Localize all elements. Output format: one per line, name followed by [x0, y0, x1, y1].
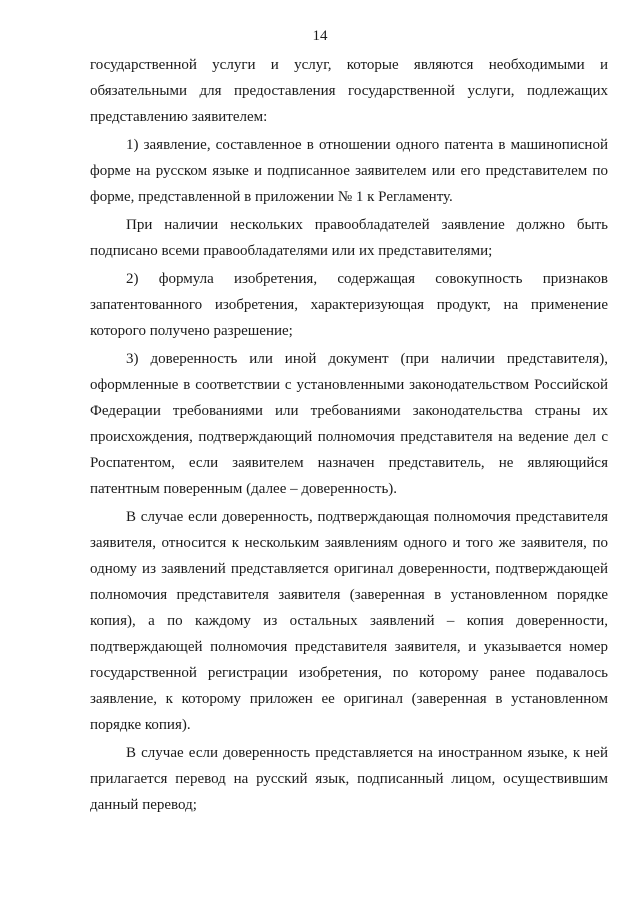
- document-body: [90, 52, 608, 820]
- paragraph-item-1-application: 1) заявление, составленное в отношении одного патента в машинописной форме на русском языке и подписанное заявителем или его представителем по форме, представленной в приложении № 1 к Регламенту.: [90, 137, 608, 205]
- paragraph-item-3-power-of-attorney: 3) доверенность или иной документ (при наличии представителя), оформленные в соответствии с установленными законодательством Российской Федерации требованиями или требованиями законодательства страны их происхождения, подтверждающий полномочия представителя на ведение дел с Роспатентом, если заявителем назначен представитель, не являющийся патентным поверенным (далее – доверенность).: [90, 351, 608, 497]
- paragraph-continuation: государственной услуги и услуг, которые являются необходимыми и обязательными для предоставления государственной услуги, подлежащих представлению заявителем:: [90, 57, 608, 125]
- paragraph-item-2-formula: 2) формула изобретения, содержащая совокупность признаков запатентованного изобретения, характеризующая продукт, на применение которого получено разрешение;: [90, 271, 608, 339]
- page-number: 14: [312, 28, 328, 44]
- paragraph-several-applications: В случае если доверенность, подтверждающая полномочия представителя заявителя, относится к нескольким заявлениям одного и того же заявителя, по одному из заявлений представляется оригинал доверенности, подтверждающей полномочия представителя заявителя (заверенная в установленном порядке копия), а по каждому из остальных заявлений – копия доверенности, подтверждающей полномочия представителя заявителя, и указывается номер государственной регистрации изобретения, по которому ранее подавалось заявление, к которому приложен ее оригинал (заверенная в установленном порядке копия).: [90, 509, 608, 733]
- paragraph-foreign-language: В случае если доверенность представляется на иностранном языке, к ней прилагается перевод на русский язык, подписанный лицом, осуществившим данный перевод;: [90, 745, 608, 813]
- paragraph-multiple-owners: При наличии нескольких правообладателей заявление должно быть подписано всеми правообладателями или их представителями;: [90, 217, 608, 259]
